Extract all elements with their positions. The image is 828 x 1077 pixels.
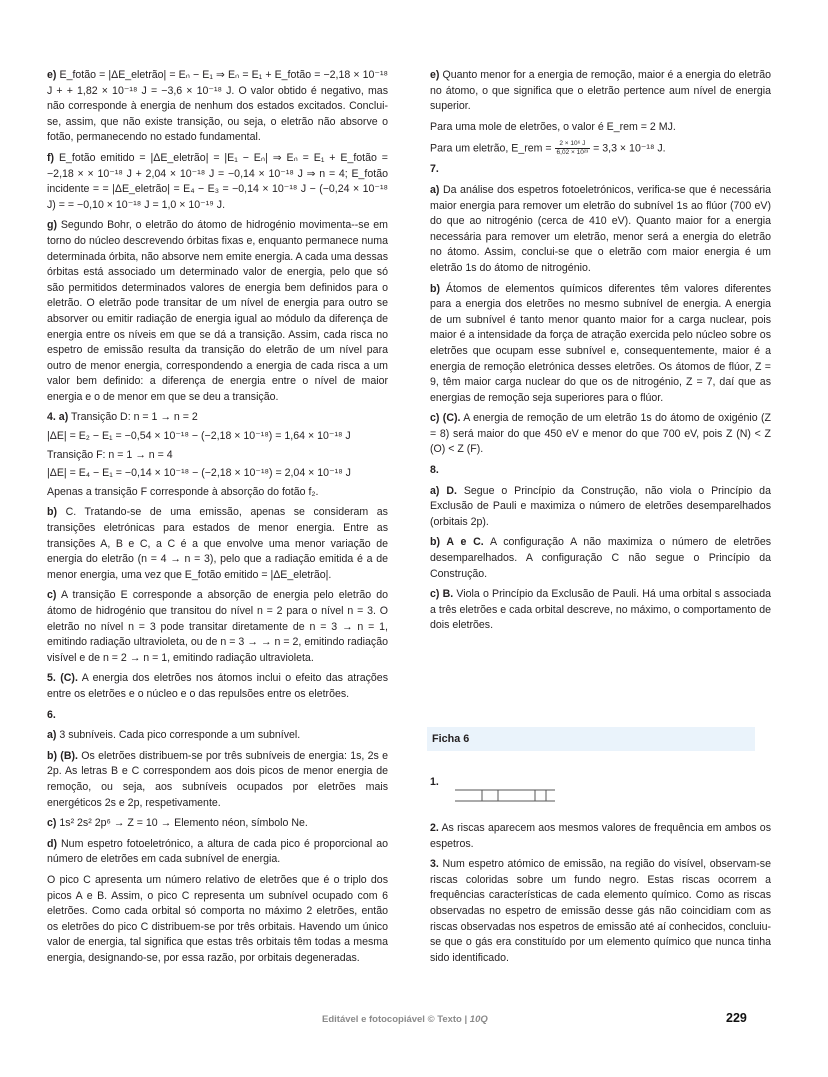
answer-text: Quanto menor for a energia de remoção, maior é a energia do eletrão no átomo, o que significa que o eletrão pertence aum nível de energia superior. bbox=[430, 69, 771, 113]
answer-label: c) bbox=[47, 817, 57, 830]
fraction-numerator: 2 × 10⁶ J bbox=[555, 140, 591, 149]
answer-8a bbox=[430, 484, 771, 531]
answer-label: 5. (C). bbox=[47, 672, 78, 685]
answer-8c bbox=[430, 587, 771, 634]
left-column bbox=[47, 68, 388, 971]
answer-label: 3. bbox=[430, 858, 439, 871]
answer-label: e) bbox=[430, 69, 440, 81]
footer-text: Editável e fotocopiável © Texto | bbox=[322, 1014, 470, 1025]
transition-f: Transição F: n = 1 → n = 4 bbox=[47, 448, 173, 461]
answer-text: A energia de remoção de um eletrão 1s do átomo de oxigénio (Z = 8) será maior do que 450 eV e menor do que 700 eV, pois Z (N) < Z (O) < Z (F). bbox=[430, 412, 772, 456]
answer-text: A transição E corresponde a absorção de energia pelo eletrão do átomo de hidrogénio que transitou do nível n = 2 para o nível n = 3. O eletrão no nível n = 3 pode transitar diretamente de n = 3 → n = 1, emitindo radiação ultravioleta, ou de n = 3 → → n = 2, emitindo radiação visível e de n = 2 → n = 1, emitindo radiação ultravioleta. bbox=[47, 589, 389, 664]
answer-text: Num espetro fotoeletrónico, a altura de cada pico é proporcional ao número de eletrões em cada subnível de energia. bbox=[47, 837, 388, 866]
answer-text: Viola o Princípio da Exclusão de Pauli. Há uma orbital s associada a três eletrões e cada orbital descreve, no máximo, o comportamento de dois eletrões. bbox=[430, 588, 771, 632]
answer-text: A energia dos eletrões nos átomos inclui o efeito das atrações entre os eletrões e o núcleo e o das repulsões entre os eletrões. bbox=[47, 672, 388, 700]
answer-text: O valor obtido é negativo, mas não corresponde à energia de nenhum dos estados excitados. Conclui-se, assim, que não existe transição, ou seja, o eletrão não absorve o fotão, permanecendo no estado fundamental. bbox=[47, 84, 389, 144]
answer-label: b) (B). bbox=[47, 749, 78, 762]
answer-6e bbox=[430, 68, 771, 115]
answer-text: 1s² 2s² 2p⁶ → Z = 10 → Elemento néon, símbolo Ne. bbox=[59, 817, 308, 830]
answer-text: 3 subníveis. Cada pico corresponde a um subnível. bbox=[59, 729, 301, 742]
right-column bbox=[430, 68, 771, 639]
conclusion: Apenas a transição F corresponde à absorção do fotão f₂. bbox=[47, 485, 319, 498]
answer-label: e) bbox=[47, 69, 57, 81]
footer-copyright bbox=[322, 1014, 488, 1025]
answer-4b bbox=[47, 505, 388, 583]
answer-7b bbox=[430, 282, 771, 407]
mole-energy-line: Para uma mole de eletrões, o valor é E_rem = 2 MJ. bbox=[430, 120, 676, 133]
fraction bbox=[555, 140, 591, 157]
answer-label: c) B. bbox=[430, 588, 454, 601]
answer-4 bbox=[47, 410, 388, 666]
question-number: 4. bbox=[47, 411, 56, 424]
answer-6a bbox=[47, 728, 388, 744]
question-number: 1. bbox=[430, 776, 439, 788]
answer-4c bbox=[47, 588, 388, 666]
answer-7a bbox=[430, 183, 771, 277]
single-electron-energy-line bbox=[430, 140, 771, 157]
answer-text: Os eletrões distribuem-se por três subníveis de energia: 1s, 2s e 2p. As letras B e C correspondem aos dois picos de menor energia de remoção, ou seja, aos subníveis ocupados por eletrões mais energéticos 2s e 2p, respetivamente. bbox=[47, 749, 388, 809]
answer-text: Átomos de elementos químicos diferentes têm valores diferentes para a energia dos eletrões no mesmo subnível de energia. A energia de um subnível é tanto menor quanto maior for a carga nuclear, pois maior é a intensidade da força de atração exercida pelo núcleo sobre os eletrões que ocupam esse subnível e, consequentemente, maior é a energia de remoção eletrónica desses eletrões. Os átomos de flúor, Z = 9, têm maior carga nuclear do que os de nitrogénio, Z = 7, daí que as energias de remoção seja superiores para o flúor. bbox=[430, 282, 771, 404]
answer-text: E_fotão emitido = |ΔE_eletrão| = |E₁ − Eₙ| ⇒ Eₙ = E₁ + E_fotão = −2,18 × × 10⁻¹⁸ J + 2,04 × 10⁻¹⁸ J = −0,14 × 10⁻¹⁸ J ⇒ n = 4; E_fotão incidente = = |ΔE_eletrão| = E₄ − E₃ = −0,14 × 10⁻¹⁸ J − (−0,24 × 10⁻¹⁸ J) = = −0,10 × 10⁻¹⁸ J = 1,0 × 10⁻¹⁹ J. bbox=[47, 151, 388, 211]
transition-d: Transição D: n = 1 → n = 2 bbox=[70, 411, 198, 424]
answer-label: a) bbox=[430, 183, 440, 196]
answer-f6-3 bbox=[430, 857, 771, 966]
answer-6c bbox=[47, 816, 388, 832]
delta-e-f: |ΔE| = E₄ − E₁ = −0,14 × 10⁻¹⁸ − (−2,18 × 10⁻¹⁸) = 2,04 × 10⁻¹⁸ J bbox=[47, 467, 351, 480]
question-number: 6. bbox=[47, 708, 56, 721]
answer-text: Segundo Bohr, o eletrão do átomo de hidrogénio movimenta--se em torno do núcleo descrevendo órbitas fixas e, enquanto permanece numa determinada órbita, não absorve nem emite energia. A cada uma dessas órbitas está associado um determinado valor de energia, pelo que só são permitidos determinados valores de energia bem definidos para o eletrão. O eletrão pode transitar de um nível de energia para outro se absorver ou emitir radiação de energia igual ao módulo da diferença de energia entre os níveis em que se dá a transição. Assim, cada risca no espetro de emissão resulta da transição do eletrão de um nível para outro de menor energia, correspondendo a energia de cada risca a um valor bem definido: a diferença de energia entre o nível de maior energia e o de menor em que se deu a transição. bbox=[47, 219, 389, 403]
answer-f6-2 bbox=[430, 821, 771, 852]
answer-label: 2. bbox=[430, 822, 439, 834]
answer-label: g) bbox=[47, 219, 57, 232]
answer-label: b) bbox=[47, 506, 57, 519]
section-header-ficha-6: Ficha 6 bbox=[427, 727, 755, 751]
answer-label: b) bbox=[430, 282, 440, 295]
answer-6d bbox=[47, 837, 388, 868]
answer-5 bbox=[47, 671, 388, 702]
answer-label: c) bbox=[47, 589, 57, 602]
answer-3f bbox=[47, 151, 388, 213]
answer-8b bbox=[430, 535, 771, 582]
answer-text: Segue o Princípio da Construção, não viola o Princípio da Exclusão de Pauli e maximiza o número de eletrões desemparelhados (orbitais 2p). bbox=[430, 484, 771, 528]
question-number: 7. bbox=[430, 163, 439, 176]
answer-label: c) (C). bbox=[430, 412, 461, 425]
formula: E_fotão = |ΔE_eletrão| = Eₙ − E₁ ⇒ Eₙ = E₁ + E_fotão = −2,18 × 10⁻¹⁸ J + + 1,82 × 10⁻¹⁸ J = −3,6 × 10⁻¹⁸ J. bbox=[47, 69, 388, 97]
answer-label: b) A e C. bbox=[430, 536, 484, 549]
footer-book: 10Q bbox=[469, 1014, 488, 1025]
answer-text: Num espetro atómico de emissão, na região do visível, observam-se riscas coloridas sobre um fundo negro. Estas riscas ocorrem a frequências características de cada elemento químico. Como as riscas observadas no espetro de emissão desse gás não coincidiam com as riscas observadas nos espetros de emissão até aí conhecidos, concluiu-se que o gás era constituído por um elemento químico que nunca tinha sido identificado. bbox=[430, 858, 771, 964]
delta-e-d: |ΔE| = E₂ − E₁ = −0,54 × 10⁻¹⁸ − (−2,18 × 10⁻¹⁸) = 1,64 × 10⁻¹⁸ J bbox=[47, 430, 351, 443]
answer-6b bbox=[47, 749, 388, 811]
answer-7c bbox=[430, 411, 771, 458]
answer-text: A configuração A não maximiza o número de eletrões desemparelhados. A configuração C não segue o Princípio da Construção. bbox=[430, 536, 772, 580]
answer-label: a) bbox=[47, 729, 57, 742]
answer-text: As riscas aparecem aos mesmos valores de frequência em ambos os espetros. bbox=[430, 822, 771, 850]
answer-text: Da análise dos espetros fotoeletrónicos, verifica-se que é necessária maior energia para remover um eletrão do subnível 1s ao flúor (700 eV) do que ao nitrogénio (cerca de 410 eV). Quanto maior for a energia necessária para remover um eletrão, menor será a energia do eletrão no átomo. Assim, conclui-se que o eletrão com maior energia é um eletrão 1s do átomo de nitrogénio. bbox=[430, 183, 771, 274]
answer-3g bbox=[47, 218, 388, 405]
question-number: 8. bbox=[430, 464, 439, 477]
answer-label: a) D. bbox=[430, 484, 457, 497]
answer-3e bbox=[47, 68, 388, 146]
fraction-denominator: 6,02 × 10²³ bbox=[556, 149, 589, 157]
answer-6d-continued: O pico C apresenta um número relativo de eletrões que é o triplo dos picos A e B. Assim, o pico C representa um subnível ocupado com 6 eletrões. Como cada orbital só comporta no máximo 2 eletrões, então os eletrões do pico C distribuem-se por três orbitais. Havendo um único valor de energia, tal significa que estas três orbitais têm todas a mesma energia, designando-se, por essa razão, por orbitais degeneradas. bbox=[47, 873, 388, 964]
ficha-6-answers bbox=[430, 821, 771, 971]
energy-prefix: Para um eletrão, E_rem = bbox=[430, 142, 552, 155]
answer-label: f) bbox=[47, 151, 55, 164]
answer-label: d) bbox=[47, 837, 57, 850]
answer-text: C. Tratando-se de uma emissão, apenas se consideram as transições eletrónicas para estados de menor energia. Entre as transições A, B e C, a C é a que envolve uma menor variação de energia do eletrão (n = 4 → n = 3), pelo que a radiação emitida é a de menor energia, uma vez que E_fotão emitido = |ΔE_eletrão|. bbox=[47, 506, 388, 581]
energy-result: = 3,3 × 10⁻¹⁸ J. bbox=[593, 142, 666, 155]
spectrum-lines-diagram bbox=[455, 788, 555, 802]
page-number: 229 bbox=[726, 1011, 747, 1025]
answer-label: a) bbox=[58, 411, 69, 424]
